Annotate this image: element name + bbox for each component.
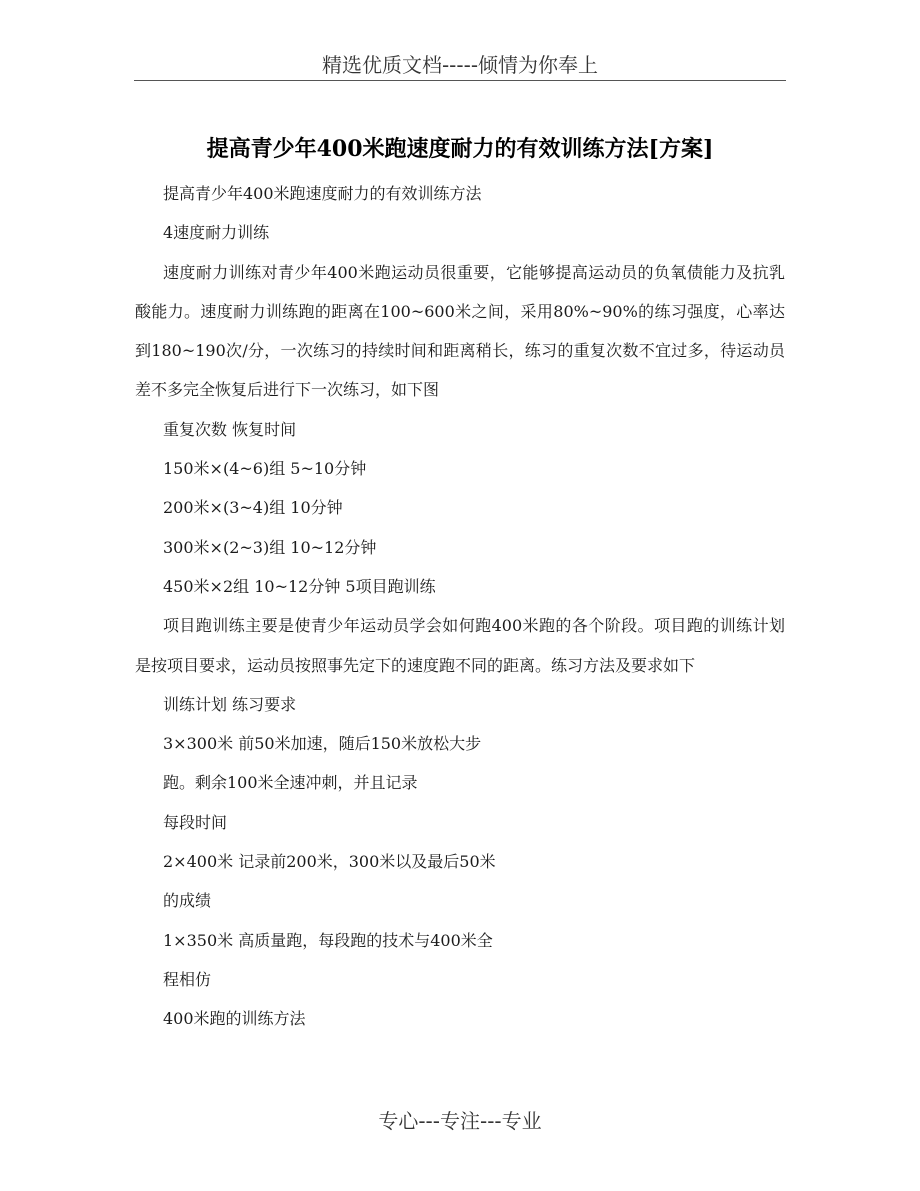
table-row: 的成绩 — [163, 891, 212, 911]
table-header-training-plan: 训练计划 练习要求 — [163, 694, 297, 714]
header-divider — [134, 80, 786, 81]
table-row: 跑。剩余100米全速冲刺，并且记录 — [163, 773, 418, 793]
section-heading-speed-endurance: 4速度耐力训练 — [163, 223, 270, 243]
table-row: 3×300米 前50米加速，随后150米放松大步 — [163, 734, 482, 754]
table-row: 200米×(3~4)组 10分钟 — [163, 498, 343, 518]
table-row: 300米×(2~3)组 10~12分钟 — [163, 537, 377, 557]
table-header-repetitions: 重复次数 恢复时间 — [163, 419, 297, 439]
paragraph-event-running: 项目跑训练主要是使青少年运动员学会如何跑400米跑的各个阶段。项目跑的训练计划是按项目要求，运动员按照事先定下的速度跑不同的距离。练习方法及要求如下 — [135, 616, 785, 675]
table-row: 1×350米 高质量跑，每段跑的技术与400米全 — [163, 930, 493, 950]
table-row: 2×400米 记录前200米，300米以及最后50米 — [163, 852, 496, 872]
page-footer: 专心---专注---专业 — [378, 1109, 542, 1133]
table-row: 每段时间 — [163, 812, 228, 832]
paragraph-subtitle: 提高青少年400米跑速度耐力的有效训练方法 — [163, 184, 482, 203]
paragraph-speed-endurance: 速度耐力训练对青少年400米跑运动员很重要，它能够提高运动员的负氧债能力及抗乳酸能力。速度耐力训练跑的距离在100~600米之间，采用80%~90%的练习强度，心率达到180~190次/分，一次练习的持续时间和距离稍长，练习的重复次数不宜过多，待运动员差不多完全恢复后进行下一次练习，如下图 — [135, 262, 785, 400]
table-row: 程相仿 — [163, 969, 212, 989]
page-header: 精选优质文档-----倾情为你奉上 — [321, 53, 599, 77]
section-heading-400m-methods: 400米跑的训练方法 — [163, 1009, 306, 1029]
document-body — [135, 174, 785, 1039]
document-title: 提高青少年400米跑速度耐力的有效训练方法[方案] — [206, 136, 714, 162]
table-row: 450米×2组 10~12分钟 5项目跑训练 — [163, 576, 436, 596]
table-row: 150米×(4~6)组 5~10分钟 — [163, 459, 367, 479]
